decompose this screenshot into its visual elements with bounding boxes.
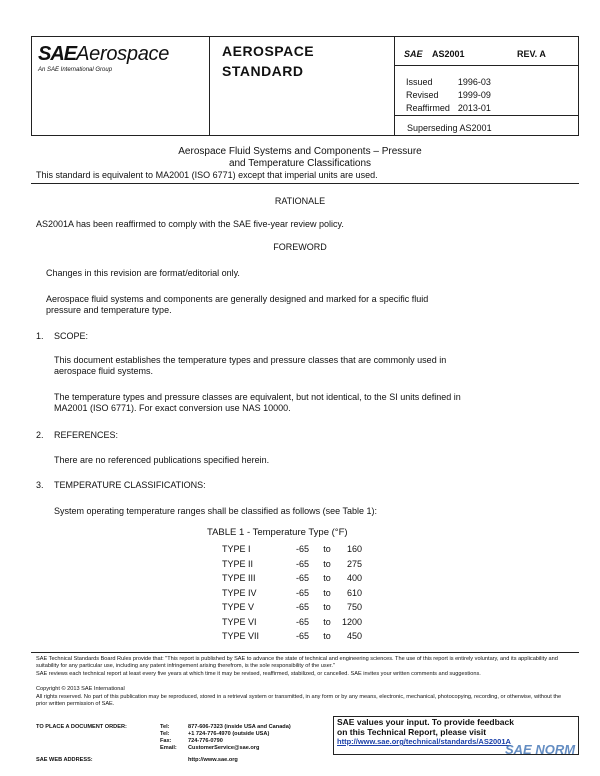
document-dates <box>404 75 499 116</box>
section-heading: 3. TEMPERATURE CLASSIFICATIONS: <box>36 480 206 490</box>
equivalence-note: This standard is equivalent to MA2001 (ISO 6771) except that imperial units are used. <box>36 170 378 180</box>
header-rule <box>394 65 578 66</box>
foreword-paragraph: Changes in this revision are format/editorial only. <box>46 268 240 278</box>
foreword-paragraph: Aerospace fluid systems and components are generally designed and marked for a specific fluid pressure and temperature type. <box>46 294 429 315</box>
contact-row: Fax: 724-776-0790 <box>160 738 223 744</box>
web-address-link[interactable]: http://www.sae.org <box>188 757 238 763</box>
title-rule <box>31 183 579 184</box>
sae-logo: SAE <box>404 49 423 59</box>
foreword-heading: FOREWORD <box>273 242 327 252</box>
rationale-heading: RATIONALE <box>274 196 326 206</box>
brand-tagline: An SAE International Group <box>38 67 113 73</box>
superseding-note: Superseding AS2001 <box>407 123 492 133</box>
watermark: SAE NORM <box>505 742 576 757</box>
feedback-link[interactable]: http://www.sae.org/technical/standards/AS2001A <box>337 737 511 746</box>
footer-legal: All rights reserved. No part of this publication may be reproduced, stored in a retrieval system or transmitted, in any form or by any means, electronic, mechanical, photocopying, recording, or otherwise, without the prior written permission of SAE. <box>36 694 562 707</box>
table-row: TYPE III -65 to 400 <box>222 573 362 584</box>
section-paragraph: This document establishes the temperature types and pressure classes that are commonly used in aerospace fluid systems. <box>54 355 447 376</box>
order-contacts <box>160 724 291 752</box>
document-header <box>31 36 579 136</box>
date-row: Reaffirmed 2013-01 <box>406 103 491 113</box>
web-label: SAE WEB ADDRESS: <box>36 757 93 763</box>
document-title: Aerospace Fluid Systems and Components – Pressure and Temperature Classifications <box>178 146 422 169</box>
section-paragraph: There are no referenced publications specified herein. <box>54 455 270 465</box>
temperature-table <box>222 542 362 644</box>
table-row: TYPE IV -65 to 610 <box>222 587 362 598</box>
table-row: TYPE V -65 to 750 <box>222 602 362 613</box>
section-heading: 2. REFERENCES: <box>36 430 119 440</box>
footer-legal: SAE reviews each technical report at least every five years at which time it may be revised, reaffirmed, stabilized, or cancelled. SAE invites your written comments and suggestions. <box>36 671 481 677</box>
table-row: TYPE VII -65 to 450 <box>222 631 362 642</box>
table-row: TYPE VI -65 to 1200 <box>222 616 362 627</box>
rationale-text: AS2001A has been reaffirmed to comply with the SAE five-year review policy. <box>36 219 344 229</box>
date-row: Revised 1999-09 <box>406 90 491 100</box>
contact-row: Tel: 877-606-7323 (inside USA and Canada) <box>160 724 291 730</box>
document-number: AS2001 <box>432 49 465 59</box>
contact-row: Tel: +1 724-776-4970 (outside USA) <box>160 731 270 737</box>
section-heading: 1. SCOPE: <box>36 331 89 341</box>
section-paragraph: System operating temperature ranges shall be classified as follows (see Table 1): <box>54 506 377 516</box>
revision-label: REV. A <box>517 49 546 59</box>
sae-aerospace-logo: SAEAerospace <box>38 43 170 65</box>
order-label: TO PLACE A DOCUMENT ORDER: <box>36 724 127 730</box>
table-caption: TABLE 1 - Temperature Type (°F) <box>207 527 348 538</box>
footer-copyright: Copyright © 2013 SAE International <box>36 686 125 692</box>
feedback-box: SAE values your input. To provide feedback on this Technical Report, please visit http://www.sae.org/technical/standards/AS2001A <box>333 716 579 755</box>
footer-legal: SAE Technical Standards Board Rules provide that: "This report is published by SAE to advance the state of technical and engineering sciences. The use of this report is entirely voluntary, and its applicability and suitability for any particular use, including any patent infringement arising therefrom, is the sole responsibility of the user." <box>36 656 558 669</box>
date-row: Issued 1996-03 <box>406 77 491 87</box>
standard-type: AEROSPACE STANDARD <box>222 43 315 79</box>
header-divider <box>394 37 395 135</box>
section-paragraph: The temperature types and pressure classes are equivalent, but not identical, to the SI units defined in MA2001 (ISO 6771). For exact conversion use NAS 10000. <box>54 392 461 413</box>
footer-rule <box>31 652 579 653</box>
table-row: TYPE II -65 to 275 <box>222 558 362 569</box>
table-row: TYPE I -65 to 160 <box>222 544 362 555</box>
contact-row: Email: CustomerService@sae.org <box>160 745 260 751</box>
header-divider <box>209 37 210 135</box>
